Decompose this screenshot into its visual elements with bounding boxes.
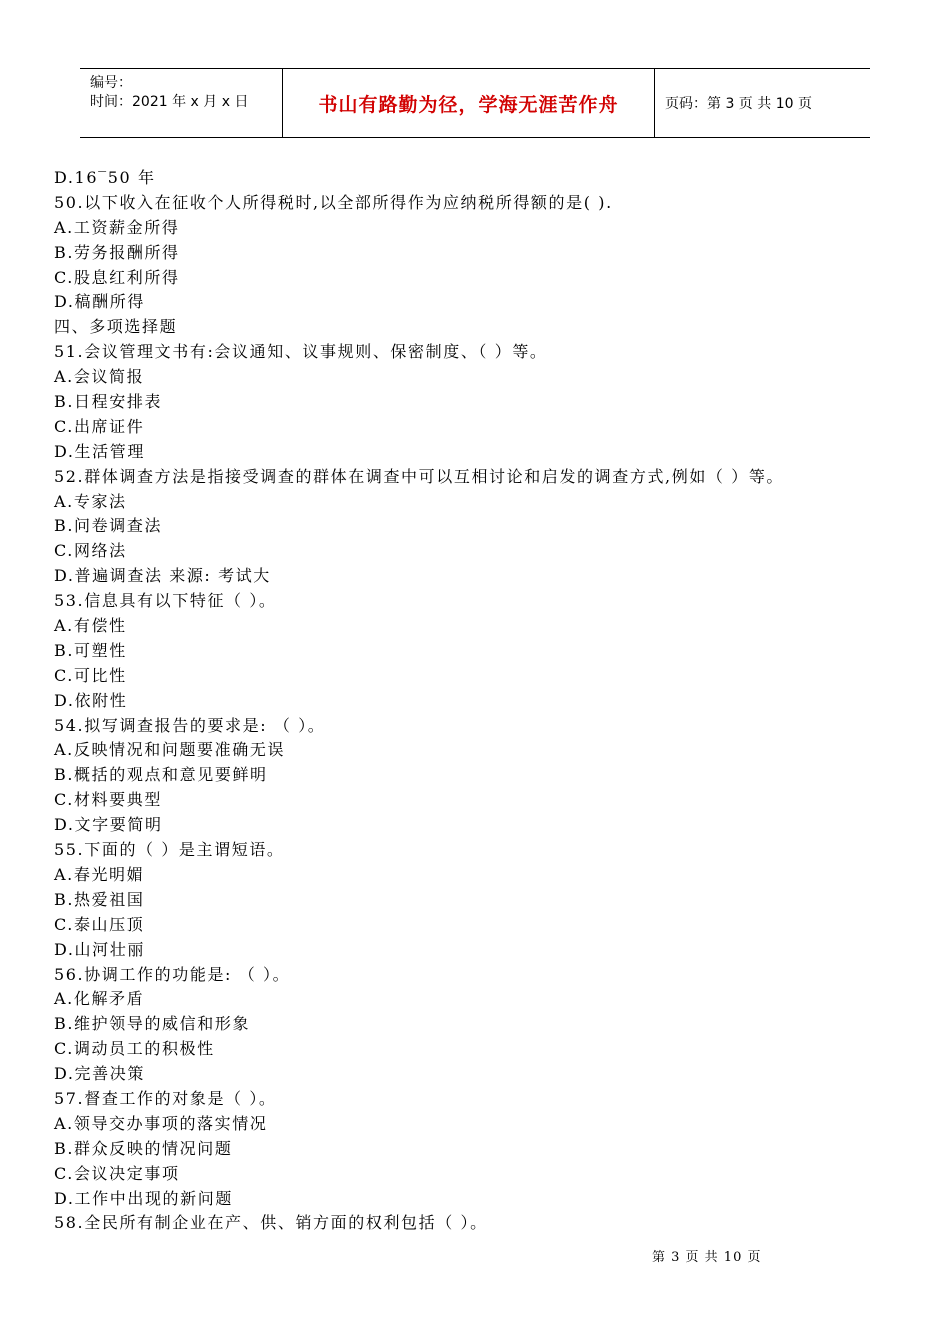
text-line: A.工资薪金所得 xyxy=(54,217,180,237)
page-header xyxy=(80,68,870,138)
serial-number-label: 编号： xyxy=(90,75,132,91)
text-line: D.稿酬所得 xyxy=(54,292,145,312)
text-line: D.16‾50 年 xyxy=(54,168,156,187)
text-line: C.可比性 xyxy=(54,665,127,685)
text-line: A.领导交办事项的落实情况 xyxy=(54,1113,268,1133)
text-line: A.有偿性 xyxy=(54,616,127,636)
text-line: D.生活管理 xyxy=(54,441,145,461)
header-page-code: 页码：第 3 页 共 10 页 xyxy=(665,96,812,112)
text-line: 51.会议管理文书有:会议通知、议事规则、保密制度、（ ）等。 xyxy=(54,342,548,362)
text-line: D.依附性 xyxy=(54,690,128,710)
text-line: A.反映情况和问题要准确无误 xyxy=(54,740,286,760)
text-line: 50.以下收入在征收个人所得税时,以全部所得作为应纳税所得额的是( ). xyxy=(54,192,613,212)
document-body xyxy=(54,166,874,1236)
text-line: B.群众反映的情况问题 xyxy=(54,1138,233,1158)
text-line: C.网络法 xyxy=(54,541,127,561)
text-line: D.工作中出现的新问题 xyxy=(54,1188,233,1208)
text-line: C.会议决定事项 xyxy=(54,1163,180,1183)
text-line: C.材料要典型 xyxy=(54,790,162,810)
text-line: C.出席证件 xyxy=(54,416,145,436)
page-footer: 第 3 页 共 10 页 xyxy=(652,1250,762,1265)
text-line: A.会议简报 xyxy=(54,367,145,387)
text-line: D.完善决策 xyxy=(54,1064,145,1084)
text-line: B.问卷调查法 xyxy=(54,516,163,536)
text-line: 四、多项选择题 xyxy=(54,317,178,337)
text-line: B.热爱祖国 xyxy=(54,889,145,909)
text-line: B.可塑性 xyxy=(54,640,127,660)
text-line: 52.群体调查方法是指接受调查的群体在调查中可以互相讨论和启发的调查方式,例如（ ）等。 xyxy=(54,466,785,486)
text-line: B.劳务报酬所得 xyxy=(54,242,180,262)
text-line: 57.督查工作的对象是（ ）。 xyxy=(54,1088,277,1108)
header-motto: 书山有路勤为径，学海无涯苦作舟 xyxy=(282,69,655,137)
text-line: 56.协调工作的功能是: （ ）。 xyxy=(54,964,291,984)
text-line: D.普遍调查法 来源: 考试大 xyxy=(54,566,271,586)
text-line: A.专家法 xyxy=(54,491,127,511)
text-line: B.概括的观点和意见要鲜明 xyxy=(54,765,268,785)
text-line: A.化解矛盾 xyxy=(54,989,145,1009)
text-line: 53.信息具有以下特征（ ）。 xyxy=(54,591,277,611)
header-meta xyxy=(80,69,282,137)
text-line: A.春光明媚 xyxy=(54,864,145,884)
text-line: B.维护领导的威信和形象 xyxy=(54,1014,251,1034)
text-line: B.日程安排表 xyxy=(54,392,163,412)
text-line: 54.拟写调查报告的要求是: （ ）。 xyxy=(54,715,326,735)
text-line: C.股息红利所得 xyxy=(54,267,180,287)
text-line: C.泰山压顶 xyxy=(54,914,145,934)
date-label: 时间：2021 年 x 月 x 日 xyxy=(90,94,249,110)
text-line: 55.下面的（ ）是主谓短语。 xyxy=(54,840,285,860)
text-line: D.文字要简明 xyxy=(54,815,163,835)
text-line: 58.全民所有制企业在产、供、销方面的权利包括（ ）。 xyxy=(54,1213,488,1233)
text-line: D.山河壮丽 xyxy=(54,939,145,959)
text-line: C.调动员工的积极性 xyxy=(54,1039,215,1059)
